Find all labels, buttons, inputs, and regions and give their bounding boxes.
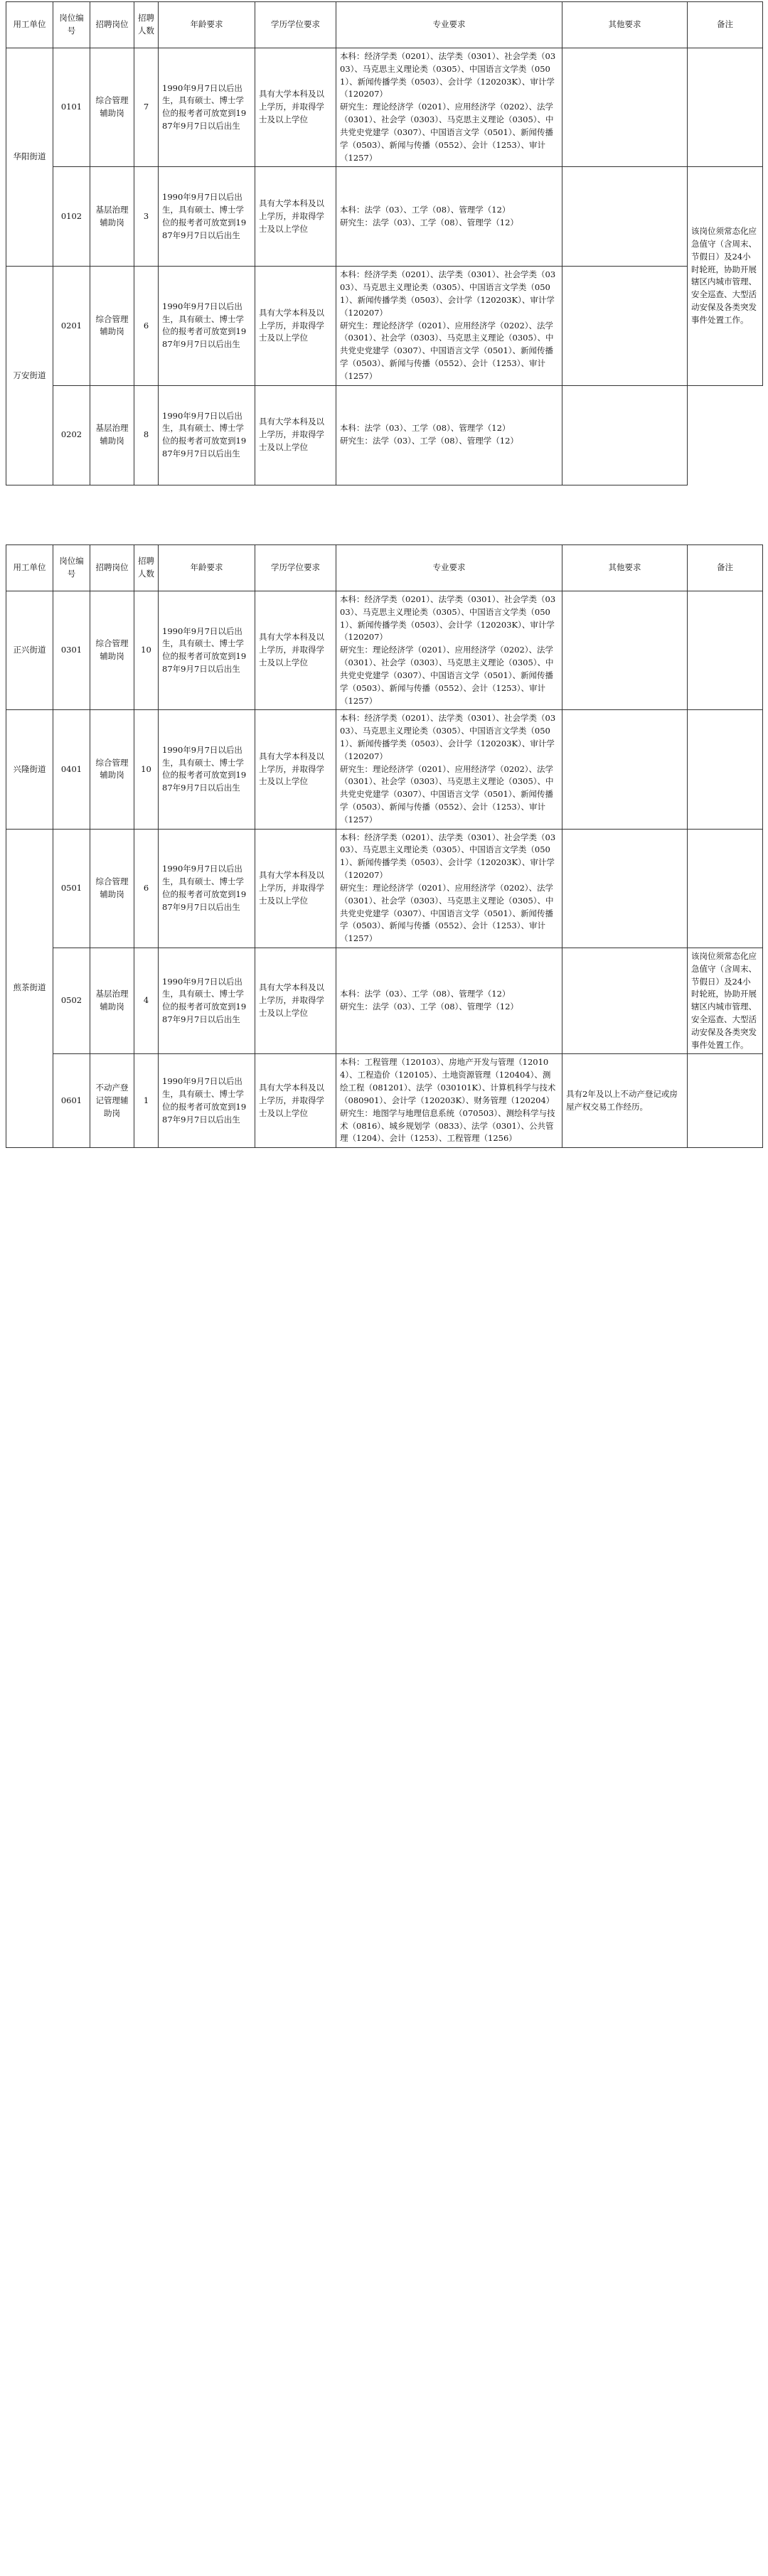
cell-post: 不动产登记管理辅助岗 <box>90 1054 134 1148</box>
cell-edu: 具有大学本科及以上学历，并取得学士及以上学位 <box>255 710 336 829</box>
cell-code: 0101 <box>53 48 90 167</box>
cell-count: 3 <box>134 167 159 267</box>
cell-age: 1990年9月7日以后出生，具有硕士、博士学位的报考者可放宽到1987年9月7日以后出生 <box>159 710 255 829</box>
cell-count: 10 <box>134 591 159 710</box>
cell-major: 本科：经济学类（0201）、法学类（0301）、社会学类（0303）、马克思主义理论类（0305）、中国语言文学类（0501）、新闻传播学类（0503）、会计学（120203K）、审计学（120207） 研究生：理论经济学（0201）、应用经济学（0202）、法学（0301）、社会学（0303）、马克思主义理论（0305）、中共党史党建学（0307）、中国语言文学（0501）、新闻传播学（0503）、新闻与传播（0552）、会计（1253）、审计（1257） <box>336 48 562 167</box>
table-row <box>6 591 763 710</box>
table-row <box>6 267 763 385</box>
table-row <box>6 948 763 1054</box>
cell-age: 1990年9月7日以后出生，具有硕士、博士学位的报考者可放宽到1987年9月7日以后出生 <box>159 948 255 1054</box>
cell-note <box>688 48 763 167</box>
cell-age: 1990年9月7日以后出生，具有硕士、博士学位的报考者可放宽到1987年9月7日以后出生 <box>159 591 255 710</box>
cell-major: 本科：经济学类（0201）、法学类（0301）、社会学类（0303）、马克思主义理论类（0305）、中国语言文学类（0501）、新闻传播学类（0503）、会计学（120203K）、审计学（120207） 研究生：理论经济学（0201）、应用经济学（0202）、法学（0301）、社会学（0303）、马克思主义理论（0305）、中共党史党建学（0307）、中国语言文学（0501）、新闻传播学（0503）、新闻与传播（0552）、会计（1253）、审计（1257） <box>336 267 562 385</box>
cell-unit: 煎茶街道 <box>6 829 53 1148</box>
table-header-row <box>6 2 763 48</box>
header-code: 岗位编号 <box>53 545 90 591</box>
cell-post: 综合管理辅助岗 <box>90 267 134 385</box>
cell-code: 0301 <box>53 591 90 710</box>
cell-major: 本科：经济学类（0201）、法学类（0301）、社会学类（0303）、马克思主义理论类（0305）、中国语言文学类（0501）、新闻传播学类（0503）、会计学（120203K）、审计学（120207） 研究生：理论经济学（0201）、应用经济学（0202）、法学（0301）、社会学（0303）、马克思主义理论（0305）、中共党史党建学（0307）、中国语言文学（0501）、新闻传播学（0503）、新闻与传播（0552）、会计（1253）、审计（1257） <box>336 710 562 829</box>
cell-other: 具有2年及以上不动产登记或房屋产权交易工作经历。 <box>562 1054 688 1148</box>
table-2 <box>6 544 762 1148</box>
cell-post: 基层治理辅助岗 <box>90 948 134 1054</box>
cell-count: 4 <box>134 948 159 1054</box>
cell-other <box>562 710 688 829</box>
cell-note <box>688 591 763 710</box>
cell-age: 1990年9月7日以后出生，具有硕士、博士学位的报考者可放宽到1987年9月7日以后出生 <box>159 167 255 267</box>
cell-note <box>688 1054 763 1148</box>
cell-count: 1 <box>134 1054 159 1148</box>
cell-code: 0202 <box>53 385 90 485</box>
header-count: 招聘人数 <box>134 545 159 591</box>
cell-post: 基层治理辅助岗 <box>90 385 134 485</box>
cell-post: 综合管理辅助岗 <box>90 829 134 948</box>
header-major: 专业要求 <box>336 2 562 48</box>
cell-code: 0501 <box>53 829 90 948</box>
header-major: 专业要求 <box>336 545 562 591</box>
header-edu: 学历学位要求 <box>255 545 336 591</box>
header-age: 年龄要求 <box>159 2 255 48</box>
table-row <box>6 167 763 267</box>
cell-code: 0201 <box>53 267 90 385</box>
cell-edu: 具有大学本科及以上学历，并取得学士及以上学位 <box>255 591 336 710</box>
cell-major: 本科：经济学类（0201）、法学类（0301）、社会学类（0303）、马克思主义理论类（0305）、中国语言文学类（0501）、新闻传播学类（0503）、会计学（120203K）、审计学（120207） 研究生：理论经济学（0201）、应用经济学（0202）、法学（0301）、社会学（0303）、马克思主义理论（0305）、中共党史党建学（0307）、中国语言文学（0501）、新闻传播学（0503）、新闻与传播（0552）、会计（1253）、审计（1257） <box>336 829 562 948</box>
recruitment-table-2 <box>6 544 763 1148</box>
cell-count: 7 <box>134 48 159 167</box>
cell-other <box>562 267 688 385</box>
cell-major: 本科：法学（03）、工学（08）、管理学（12） 研究生：法学（03）、工学（08）、管理学（12） <box>336 167 562 267</box>
cell-other <box>562 948 688 1054</box>
cell-code: 0601 <box>53 1054 90 1148</box>
table-1 <box>6 1 762 485</box>
cell-edu: 具有大学本科及以上学历，并取得学士及以上学位 <box>255 48 336 167</box>
header-other: 其他要求 <box>562 545 688 591</box>
header-unit: 用工单位 <box>6 2 53 48</box>
cell-unit: 正兴街道 <box>6 591 53 710</box>
cell-note <box>688 710 763 829</box>
header-unit: 用工单位 <box>6 545 53 591</box>
table-row <box>6 1054 763 1148</box>
cell-note: 该岗位须常态化应急值守（含周末、节假日）及24小时轮班，协助开展辖区内城市管理、安全巡查、大型活动安保及各类突发事件处置工作。 <box>688 948 763 1054</box>
cell-edu: 具有大学本科及以上学历，并取得学士及以上学位 <box>255 167 336 267</box>
cell-code: 0102 <box>53 167 90 267</box>
header-count: 招聘人数 <box>134 2 159 48</box>
header-post: 招聘岗位 <box>90 545 134 591</box>
cell-post: 综合管理辅助岗 <box>90 710 134 829</box>
cell-note: 该岗位须常态化应急值守（含周末、节假日）及24小时轮班，协助开展辖区内城市管理、安全巡查、大型活动安保及各类突发事件处置工作。 <box>688 167 763 385</box>
recruitment-table-1 <box>6 1 763 485</box>
cell-age: 1990年9月7日以后出生，具有硕士、博士学位的报考者可放宽到1987年9月7日以后出生 <box>159 829 255 948</box>
header-other: 其他要求 <box>562 2 688 48</box>
cell-edu: 具有大学本科及以上学历，并取得学士及以上学位 <box>255 829 336 948</box>
header-age: 年龄要求 <box>159 545 255 591</box>
cell-unit: 华阳街道 <box>6 48 53 267</box>
cell-unit: 兴隆街道 <box>6 710 53 829</box>
table-row <box>6 385 763 485</box>
cell-other <box>562 167 688 267</box>
cell-code: 0401 <box>53 710 90 829</box>
cell-age: 1990年9月7日以后出生，具有硕士、博士学位的报考者可放宽到1987年9月7日以后出生 <box>159 267 255 385</box>
cell-count: 6 <box>134 267 159 385</box>
table-row <box>6 48 763 167</box>
table-row <box>6 710 763 829</box>
header-post: 招聘岗位 <box>90 2 134 48</box>
header-code: 岗位编号 <box>53 2 90 48</box>
cell-count: 6 <box>134 829 159 948</box>
cell-other <box>562 385 688 485</box>
cell-note <box>688 829 763 948</box>
table-header-row <box>6 545 763 591</box>
cell-major: 本科：工程管理（120103）、房地产开发与管理（120104）、工程造价（120105）、土地资源管理（120404）、测绘工程（081201）、法学（030101K）、计算机科学与技术（080901）、会计学（120203K）、财务管理（120204） 研究生：地图学与地理信息系统（070503）、测绘科学与技术（0816）、城乡规划学（0833）、法学（0301）、公共管理（1204）、会计（1253）、工程管理（1256） <box>336 1054 562 1148</box>
cell-major: 本科：经济学类（0201）、法学类（0301）、社会学类（0303）、马克思主义理论类（0305）、中国语言文学类（0501）、新闻传播学类（0503）、会计学（120203K）、审计学（120207） 研究生：理论经济学（0201）、应用经济学（0202）、法学（0301）、社会学（0303）、马克思主义理论（0305）、中共党史党建学（0307）、中国语言文学（0501）、新闻传播学（0503）、新闻与传播（0552）、会计（1253）、审计（1257） <box>336 591 562 710</box>
table-row <box>6 829 763 948</box>
cell-code: 0502 <box>53 948 90 1054</box>
header-edu: 学历学位要求 <box>255 2 336 48</box>
header-note: 备注 <box>688 545 763 591</box>
cell-age: 1990年9月7日以后出生，具有硕士、博士学位的报考者可放宽到1987年9月7日以后出生 <box>159 1054 255 1148</box>
cell-unit: 万安街道 <box>6 267 53 485</box>
cell-age: 1990年9月7日以后出生，具有硕士、博士学位的报考者可放宽到1987年9月7日以后出生 <box>159 385 255 485</box>
cell-count: 8 <box>134 385 159 485</box>
cell-edu: 具有大学本科及以上学历，并取得学士及以上学位 <box>255 948 336 1054</box>
cell-major: 本科：法学（03）、工学（08）、管理学（12） 研究生：法学（03）、工学（08）、管理学（12） <box>336 385 562 485</box>
cell-post: 综合管理辅助岗 <box>90 591 134 710</box>
cell-edu: 具有大学本科及以上学历，并取得学士及以上学位 <box>255 267 336 385</box>
cell-edu: 具有大学本科及以上学历，并取得学士及以上学位 <box>255 1054 336 1148</box>
cell-post: 综合管理辅助岗 <box>90 48 134 167</box>
cell-other <box>562 829 688 948</box>
cell-other <box>562 591 688 710</box>
cell-age: 1990年9月7日以后出生，具有硕士、博士学位的报考者可放宽到1987年9月7日以后出生 <box>159 48 255 167</box>
cell-major: 本科：法学（03）、工学（08）、管理学（12） 研究生：法学（03）、工学（08）、管理学（12） <box>336 948 562 1054</box>
cell-post: 基层治理辅助岗 <box>90 167 134 267</box>
cell-other <box>562 48 688 167</box>
cell-count: 10 <box>134 710 159 829</box>
cell-edu: 具有大学本科及以上学历，并取得学士及以上学位 <box>255 385 336 485</box>
header-note: 备注 <box>688 2 763 48</box>
